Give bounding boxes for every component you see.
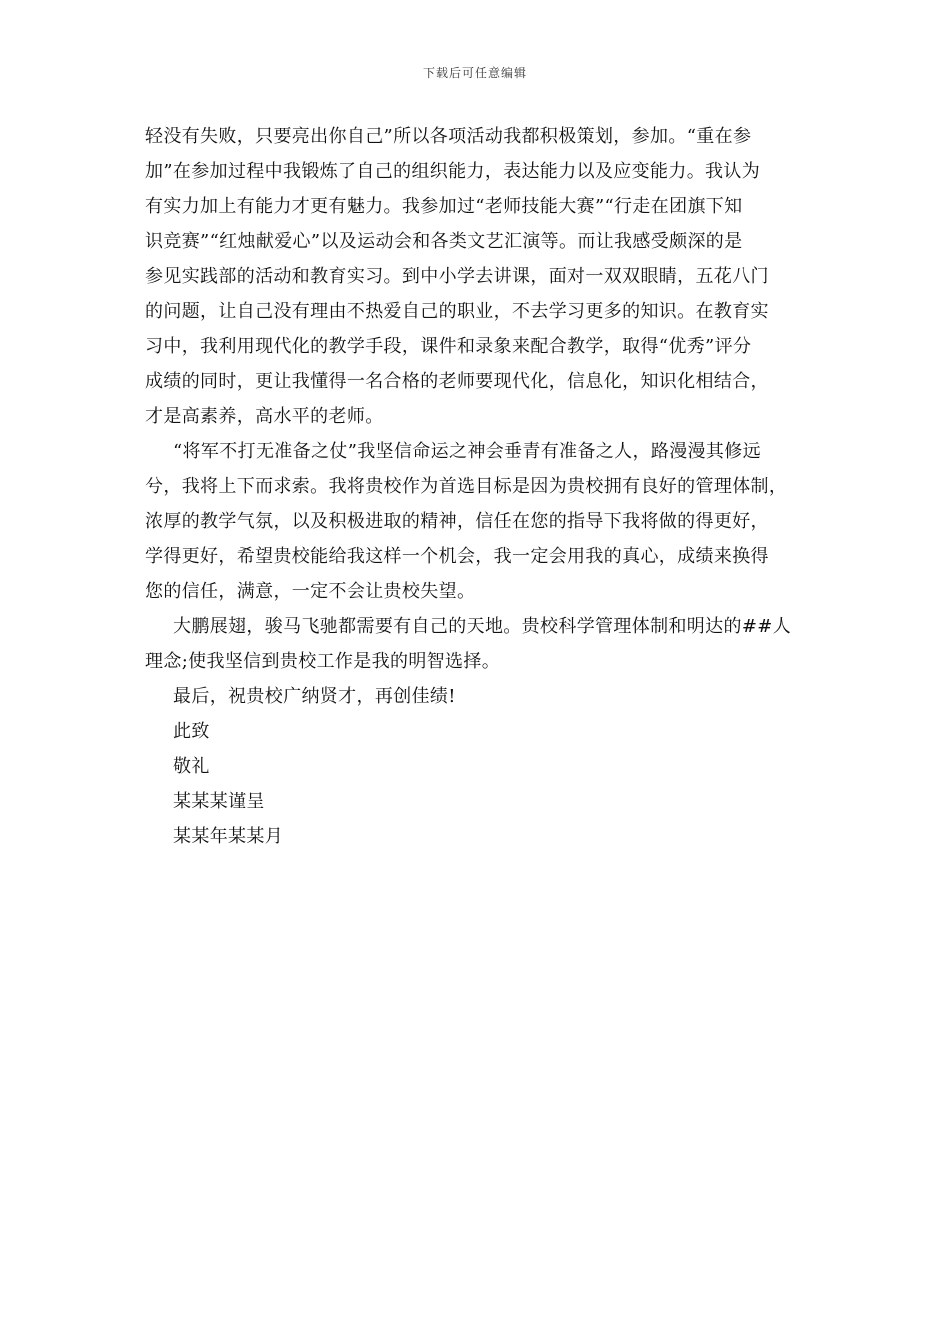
paragraph-3-line: 大鹏展翅，骏马飞驰都需要有自己的天地。贵校科学管理体制和明达的##人 (173, 616, 792, 637)
paragraph-2-line: 您的信任，满意，一定不会让贵校失望。 (145, 581, 476, 602)
page-header: 下载后可任意编辑 (422, 66, 527, 80)
salutation-line-2: 敬礼 (173, 756, 210, 777)
paragraph-2-line: 浓厚的教学气氛，以及积极进取的精神，信任在您的指导下我将做的得更好， (145, 511, 769, 532)
paragraph-2-line: “将军不打无准备之仗”我坚信命运之神会垂青有准备之人，路漫漫其修远 (173, 441, 761, 462)
paragraph-1-line: 的问题，让自己没有理由不热爱自己的职业，不去学习更多的知识。在教育实 (145, 301, 769, 322)
date-line: 某某年某某月 (173, 826, 284, 847)
paragraph-1-line: 参见实践部的活动和教育实习。到中小学去讲课，面对一双双眼睛，五花八门 (145, 266, 769, 287)
letter-body (145, 119, 817, 854)
paragraph-3-line: 理念;使我坚信到贵校工作是我的明智选择。 (145, 651, 501, 672)
paragraph-1-line: 成绩的同时，更让我懂得一名合格的老师要现代化，信息化，知识化相结合， (145, 371, 769, 392)
closing-line: 最后，祝贵校广纳贤才，再创佳绩! (173, 686, 456, 707)
signature-line: 某某某谨呈 (173, 791, 265, 812)
paragraph-1-line: 习中，我利用现代化的教学手段，课件和录象来配合教学，取得“优秀”评分 (145, 336, 752, 357)
paragraph-1-line: 才是高素养，高水平的老师。 (145, 406, 384, 427)
paragraph-2-line: 学得更好，希望贵校能给我这样一个机会，我一定会用我的真心，成绩来换得 (145, 546, 769, 567)
paragraph-2-line: 兮，我将上下而求索。我将贵校作为首选目标是因为贵校拥有良好的管理体制， (145, 476, 788, 497)
salutation-line-1: 此致 (173, 721, 210, 742)
paragraph-1-line: 加”在参加过程中我锻炼了自己的组织能力，表达能力以及应变能力。我认为 (145, 161, 761, 182)
paragraph-1-line: 识竞赛”“红烛献爱心”以及运动会和各类文艺汇演等。而让我感受颇深的是 (145, 231, 743, 252)
paragraph-1-line: 轻没有失败，只要亮出你自己”所以各项活动我都积极策划，参加。“重在参 (145, 126, 752, 147)
paragraph-1-line: 有实力加上有能力才更有魅力。我参加过“老师技能大赛”“行走在团旗下知 (145, 196, 743, 217)
